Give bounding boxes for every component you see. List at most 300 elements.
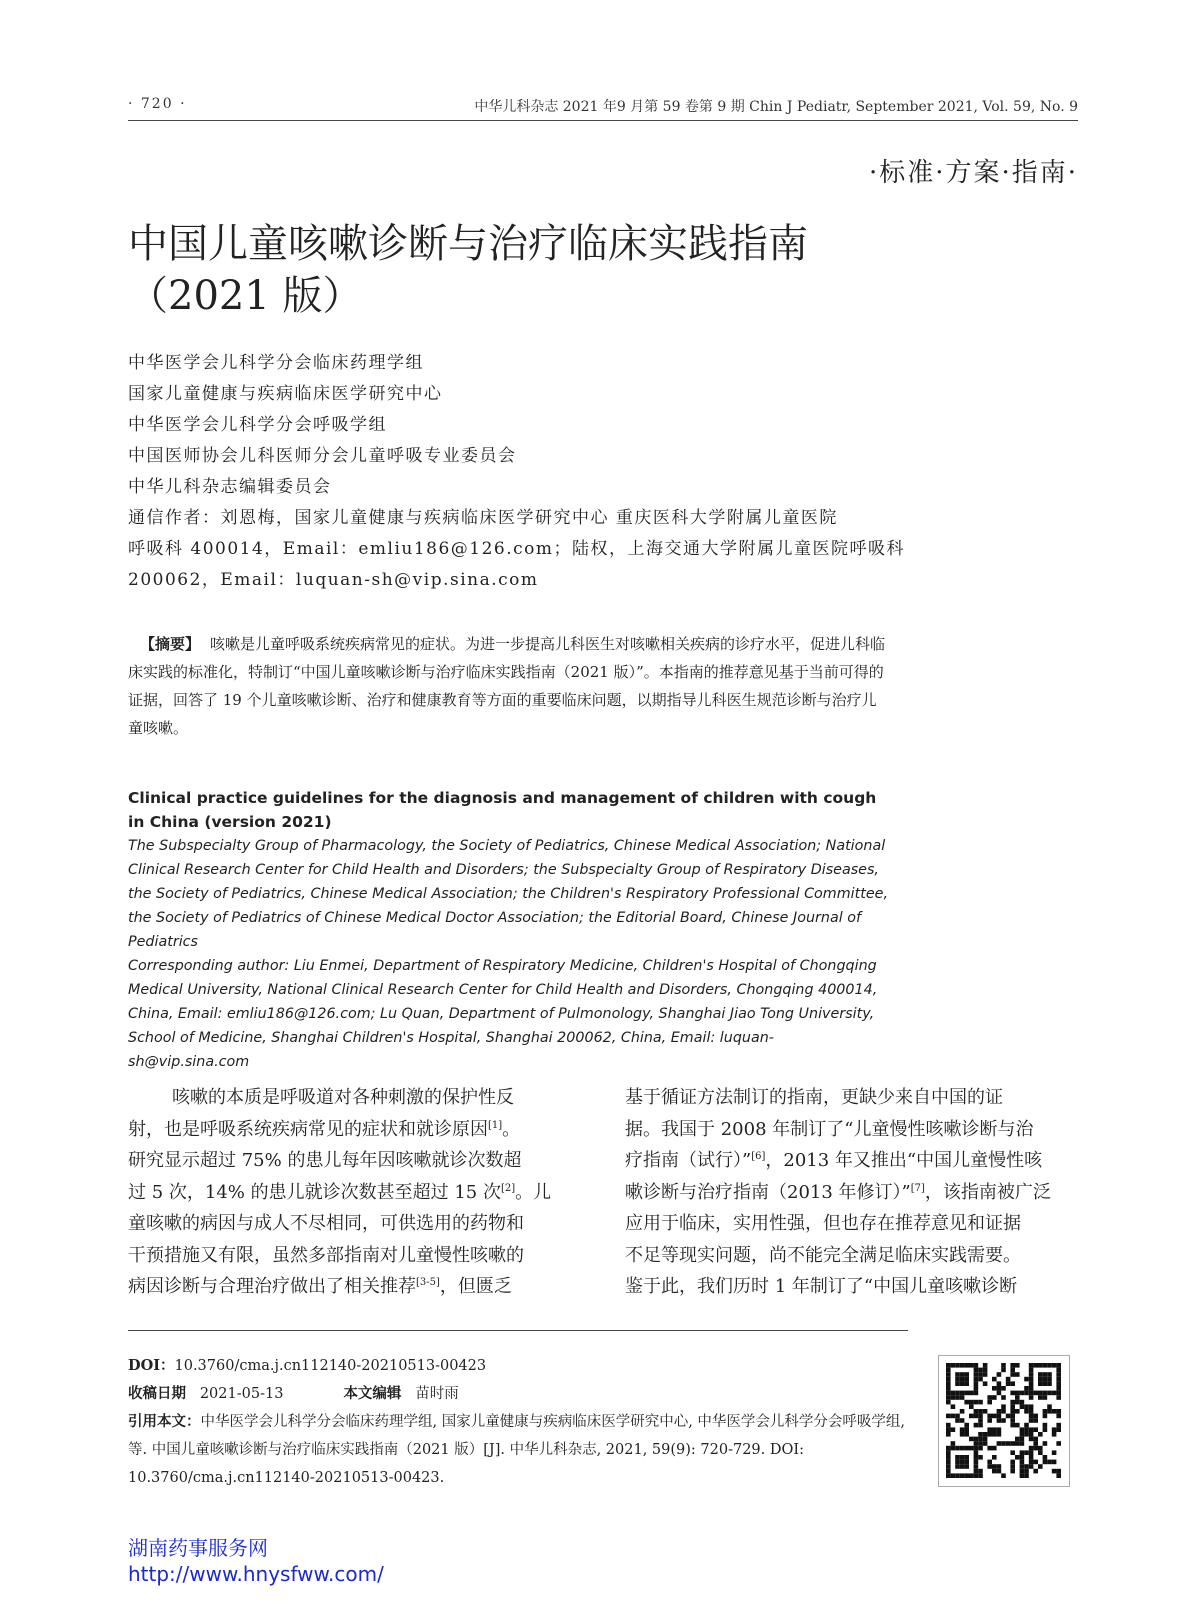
qr-module <box>964 1446 969 1451</box>
corresponding-line: 200062，Email：luquan-sh@vip.sina.com <box>128 570 539 590</box>
author-line: 国家儿童健康与疾病临床医学研究中心 <box>128 384 443 404</box>
qr-module <box>960 1460 965 1465</box>
qr-module <box>1029 1372 1034 1377</box>
qr-module <box>960 1464 965 1469</box>
qr-module <box>1024 1423 1029 1428</box>
author-line: 中华医学会儿科学分会呼吸学组 <box>128 415 387 435</box>
qr-module <box>1029 1391 1034 1396</box>
qr-module <box>974 1414 979 1419</box>
qr-module <box>1029 1432 1034 1437</box>
abstract-chinese <box>128 630 888 742</box>
qr-module <box>960 1427 965 1432</box>
body-text: 。儿 <box>515 1181 552 1203</box>
qr-module <box>946 1446 951 1451</box>
qr-module <box>1038 1363 1043 1368</box>
qr-module <box>987 1418 992 1423</box>
qr-module <box>1033 1363 1038 1368</box>
qr-module <box>960 1432 965 1437</box>
citation-line <box>128 1408 918 1492</box>
qr-module <box>1052 1469 1057 1474</box>
qr-module <box>1015 1400 1020 1405</box>
qr-module <box>997 1414 1002 1419</box>
qr-module <box>1043 1460 1048 1465</box>
qr-module <box>1047 1404 1052 1409</box>
qr-module <box>1010 1381 1015 1386</box>
english-abstract-block <box>128 786 888 1074</box>
qr-module <box>1015 1363 1020 1368</box>
qr-module <box>1056 1469 1061 1474</box>
body-text-line <box>128 1177 570 1209</box>
qr-module <box>955 1414 960 1419</box>
qr-module <box>946 1464 951 1469</box>
author-list <box>128 348 906 596</box>
qr-module <box>946 1423 951 1428</box>
qr-module <box>1043 1455 1048 1460</box>
qr-module <box>992 1386 997 1391</box>
qr-module <box>1020 1400 1025 1405</box>
qr-module <box>964 1391 969 1396</box>
abstract-label: 【摘要】 <box>140 635 201 653</box>
qr-module <box>955 1391 960 1396</box>
qr-module <box>964 1377 969 1382</box>
qr-module <box>1015 1395 1020 1400</box>
qr-module <box>1043 1414 1048 1419</box>
qr-module <box>969 1391 974 1396</box>
body-text: 研究显示超过 75% 的患儿每年因咳嗽就诊次数超 <box>128 1150 522 1171</box>
qr-module <box>946 1368 951 1373</box>
qr-module <box>1038 1464 1043 1469</box>
qr-module <box>1029 1377 1034 1382</box>
received-label: 收稿日期 <box>128 1385 186 1402</box>
qr-module <box>974 1464 979 1469</box>
qr-module <box>992 1395 997 1400</box>
qr-module <box>1020 1391 1025 1396</box>
body-text-line <box>625 1271 1067 1303</box>
qr-module <box>964 1464 969 1469</box>
qr-module <box>1043 1391 1048 1396</box>
received-line <box>128 1380 918 1408</box>
qr-module <box>987 1446 992 1451</box>
qr-module <box>1056 1391 1061 1396</box>
body-text-line <box>128 1082 570 1114</box>
qr-module <box>1052 1391 1057 1396</box>
qr-module <box>1020 1455 1025 1460</box>
qr-module <box>987 1395 992 1400</box>
qr-module <box>997 1391 1002 1396</box>
qr-module <box>978 1400 983 1405</box>
qr-module <box>960 1391 965 1396</box>
qr-module <box>1001 1386 1006 1391</box>
qr-module <box>978 1418 983 1423</box>
qr-module <box>951 1446 956 1451</box>
qr-module <box>1056 1414 1061 1419</box>
qr-module <box>1029 1404 1034 1409</box>
qr-module <box>983 1381 988 1386</box>
qr-code-graphic <box>939 1356 1069 1486</box>
qr-module <box>1038 1372 1043 1377</box>
qr-module <box>974 1423 979 1428</box>
qr-module <box>1056 1377 1061 1382</box>
qr-module <box>946 1473 951 1478</box>
qr-module <box>992 1446 997 1451</box>
qr-module <box>1015 1437 1020 1442</box>
qr-module <box>978 1409 983 1414</box>
qr-module <box>1038 1450 1043 1455</box>
qr-module <box>1029 1363 1034 1368</box>
qr-module <box>983 1432 988 1437</box>
qr-module <box>1029 1427 1034 1432</box>
body-text-line <box>128 1145 570 1177</box>
qr-module <box>997 1386 1002 1391</box>
author-line: 中华儿科杂志编辑委员会 <box>128 477 332 497</box>
body-text-line <box>625 1177 1067 1209</box>
qr-module <box>964 1455 969 1460</box>
qr-module <box>1015 1455 1020 1460</box>
body-text: 干预措施又有限，虽然多部指南对儿童慢性咳嗽的 <box>128 1244 524 1266</box>
body-text-line <box>625 1145 1067 1177</box>
qr-module <box>964 1460 969 1465</box>
qr-module <box>1029 1414 1034 1419</box>
qr-module <box>1001 1441 1006 1446</box>
qr-module <box>946 1414 951 1419</box>
qr-module <box>1024 1391 1029 1396</box>
editor-name: 苗时雨 <box>415 1386 459 1402</box>
qr-module <box>978 1377 983 1382</box>
qr-module <box>1029 1381 1034 1386</box>
qr-module <box>997 1427 1002 1432</box>
qr-module <box>946 1381 951 1386</box>
qr-module <box>955 1377 960 1382</box>
qr-module <box>978 1432 983 1437</box>
qr-module <box>1020 1473 1025 1478</box>
qr-module <box>992 1469 997 1474</box>
qr-module <box>992 1414 997 1419</box>
qr-module <box>978 1441 983 1446</box>
qr-module <box>1047 1381 1052 1386</box>
qr-module <box>1038 1395 1043 1400</box>
qr-module <box>992 1377 997 1382</box>
qr-module <box>1024 1427 1029 1432</box>
body-text: 疗指南（试行）” <box>625 1150 752 1171</box>
qr-module <box>1029 1455 1034 1460</box>
qr-module <box>960 1372 965 1377</box>
qr-module <box>997 1464 1002 1469</box>
qr-module <box>1029 1395 1034 1400</box>
qr-module <box>946 1400 951 1405</box>
qr-module <box>978 1446 983 1451</box>
watermark-url: http://www.hnysfww.com/ <box>128 1562 384 1586</box>
qr-module <box>1056 1372 1061 1377</box>
qr-module <box>960 1446 965 1451</box>
qr-module <box>1047 1391 1052 1396</box>
qr-module <box>1033 1391 1038 1396</box>
citation-marker: [7] <box>910 1182 925 1194</box>
qr-module <box>1043 1427 1048 1432</box>
qr-module <box>1047 1372 1052 1377</box>
title-line-1: 中国儿童咳嗽诊断与治疗临床实践指南 <box>128 221 808 267</box>
qr-module <box>1033 1469 1038 1474</box>
qr-module <box>1033 1427 1038 1432</box>
qr-module <box>969 1446 974 1451</box>
qr-module <box>1043 1441 1048 1446</box>
qr-module <box>1010 1372 1015 1377</box>
corresponding-line: 通信作者：刘恩梅，国家儿童健康与疾病临床医学研究中心 重庆医科大学附属儿童医院 <box>128 508 838 528</box>
qr-module <box>974 1446 979 1451</box>
body-text: 基于循证方法制订的指南，更缺少来自中国的证 <box>625 1087 1003 1108</box>
body-text: ，但匮乏 <box>439 1276 512 1297</box>
qr-module <box>946 1469 951 1474</box>
qr-module <box>974 1386 979 1391</box>
qr-module <box>978 1473 983 1478</box>
body-text: 嗽诊断与治疗指南（2013 年修订）” <box>625 1181 911 1203</box>
qr-module <box>955 1381 960 1386</box>
qr-module <box>1043 1372 1048 1377</box>
qr-module <box>978 1368 983 1373</box>
title-line-2: （2021 版） <box>128 273 363 319</box>
qr-module <box>960 1473 965 1478</box>
author-line: 中国医师协会儿科医师分会儿童呼吸专业委员会 <box>128 446 517 466</box>
english-title: Clinical practice guidelines for the diagnosis and management of children with cough in China (version 2021) <box>128 789 877 831</box>
qr-module <box>1043 1395 1048 1400</box>
qr-module <box>969 1437 974 1442</box>
qr-module <box>969 1400 974 1405</box>
body-text-line <box>128 1114 570 1146</box>
body-text-line <box>625 1082 1067 1114</box>
qr-module <box>974 1363 979 1368</box>
qr-module <box>997 1409 1002 1414</box>
qr-module <box>987 1460 992 1465</box>
qr-module <box>964 1372 969 1377</box>
footer-divider <box>128 1330 908 1331</box>
body-text: 童咳嗽的病因与成人不尽相同，可供选用的药物和 <box>128 1213 524 1234</box>
qr-module <box>1010 1460 1015 1465</box>
citation-marker: [6] <box>751 1151 766 1162</box>
doi-label: DOI： <box>128 1357 175 1374</box>
qr-module <box>1056 1473 1061 1478</box>
qr-module <box>1010 1391 1015 1396</box>
qr-module <box>955 1473 960 1478</box>
qr-module <box>978 1469 983 1474</box>
qr-module <box>1038 1381 1043 1386</box>
qr-module <box>997 1381 1002 1386</box>
english-affiliations: The Subspecialty Group of Pharmacology, the Society of Pediatrics, Chinese Medical Association; National Clinical Research Center for Child Health and Disorders; the Subspecialty Group of Respiratory Diseases, the Society of Pediatrics, Chinese Medical Association; the Children's Respiratory Professional Committee, the Society of Pediatrics of Chinese Medical Doctor Association; the Editorial Board, Chinese Journal of Pediatrics <box>128 838 888 950</box>
qr-module <box>960 1409 965 1414</box>
qr-module <box>974 1409 979 1414</box>
qr-module <box>1052 1363 1057 1368</box>
qr-module <box>997 1469 1002 1474</box>
qr-module <box>960 1363 965 1368</box>
qr-module <box>992 1455 997 1460</box>
qr-module <box>1033 1460 1038 1465</box>
qr-module <box>1052 1432 1057 1437</box>
citation-marker: [3-5] <box>416 1277 440 1288</box>
body-text-line <box>128 1271 570 1303</box>
qr-module <box>1006 1377 1011 1382</box>
body-text-line <box>128 1208 570 1240</box>
qr-module <box>1015 1423 1020 1428</box>
body-text: 据。我国于 2008 年制订了“儿童慢性咳嗽诊断与治 <box>625 1118 1034 1140</box>
article-title <box>128 218 808 322</box>
qr-module <box>992 1432 997 1437</box>
qr-module <box>946 1391 951 1396</box>
qr-module <box>1047 1377 1052 1382</box>
running-header <box>128 96 1078 121</box>
qr-module <box>1033 1441 1038 1446</box>
author-line: 中华医学会儿科学分会临床药理学组 <box>128 353 424 373</box>
qr-module <box>1020 1441 1025 1446</box>
qr-module <box>1024 1469 1029 1474</box>
qr-module <box>1010 1423 1015 1428</box>
qr-module <box>946 1386 951 1391</box>
qr-module <box>1029 1437 1034 1442</box>
qr-module <box>1043 1363 1048 1368</box>
qr-module <box>987 1427 992 1432</box>
qr-module <box>997 1432 1002 1437</box>
qr-module <box>1029 1386 1034 1391</box>
qr-module <box>1029 1464 1034 1469</box>
qr-module <box>1056 1363 1061 1368</box>
qr-module <box>974 1381 979 1386</box>
qr-module <box>1056 1381 1061 1386</box>
qr-module <box>960 1377 965 1382</box>
qr-module <box>997 1418 1002 1423</box>
qr-module <box>960 1395 965 1400</box>
page-number: · 720 · <box>128 96 187 112</box>
body-text: 不足等现实问题，尚不能完全满足临床实践需要。 <box>625 1244 1021 1266</box>
qr-code-image <box>938 1355 1070 1487</box>
qr-module <box>1015 1391 1020 1396</box>
qr-module <box>1056 1441 1061 1446</box>
qr-module <box>1001 1363 1006 1368</box>
qr-module <box>955 1363 960 1368</box>
qr-module <box>1006 1381 1011 1386</box>
qr-module <box>974 1469 979 1474</box>
qr-module <box>974 1400 979 1405</box>
qr-module <box>978 1437 983 1442</box>
citation-label: 引用本文： <box>128 1413 201 1430</box>
qr-module <box>1033 1418 1038 1423</box>
qr-module <box>1024 1473 1029 1478</box>
qr-module <box>964 1400 969 1405</box>
qr-module <box>974 1377 979 1382</box>
qr-module <box>983 1363 988 1368</box>
qr-module <box>955 1372 960 1377</box>
qr-module <box>1056 1427 1061 1432</box>
qr-module <box>1024 1377 1029 1382</box>
qr-module <box>946 1372 951 1377</box>
qr-module <box>983 1441 988 1446</box>
qr-module <box>946 1450 951 1455</box>
qr-module <box>1056 1409 1061 1414</box>
qr-module <box>1029 1446 1034 1451</box>
corresponding-line: 呼吸科 400014，Email：emliu186@126.com；陆权，上海交通大学附属儿童医院呼吸科 <box>128 539 906 559</box>
qr-module <box>1020 1427 1025 1432</box>
qr-module <box>951 1404 956 1409</box>
qr-module <box>1020 1404 1025 1409</box>
body-text-line <box>625 1114 1067 1146</box>
qr-module <box>1024 1450 1029 1455</box>
body-text: 射，也是呼吸系统疾病常见的症状和就诊原因 <box>128 1118 488 1140</box>
qr-module <box>964 1427 969 1432</box>
qr-module <box>1024 1404 1029 1409</box>
qr-module <box>1043 1381 1048 1386</box>
qr-module <box>946 1460 951 1465</box>
qr-module <box>951 1363 956 1368</box>
qr-module <box>1052 1460 1057 1465</box>
qr-module <box>1024 1432 1029 1437</box>
qr-module <box>1029 1368 1034 1373</box>
qr-module <box>987 1464 992 1469</box>
qr-module <box>951 1441 956 1446</box>
qr-module <box>1001 1473 1006 1478</box>
qr-module <box>1029 1409 1034 1414</box>
qr-module <box>978 1414 983 1419</box>
editor-label: 本文编辑 <box>343 1385 402 1402</box>
qr-module <box>1001 1368 1006 1373</box>
qr-module <box>992 1427 997 1432</box>
qr-module <box>1020 1460 1025 1465</box>
qr-module <box>955 1464 960 1469</box>
body-column-left <box>128 1082 570 1303</box>
qr-module <box>946 1455 951 1460</box>
qr-module <box>1052 1409 1057 1414</box>
qr-module <box>1010 1400 1015 1405</box>
qr-module <box>1010 1469 1015 1474</box>
qr-module <box>978 1455 983 1460</box>
qr-module <box>987 1414 992 1419</box>
qr-module <box>955 1460 960 1465</box>
qr-module <box>964 1363 969 1368</box>
qr-module <box>1056 1368 1061 1373</box>
journal-reference: 中华儿科杂志 2021 年9 月第 59 卷第 9 期 Chin J Pediatr, September 2021, Vol. 59, No. 9 <box>474 99 1078 115</box>
qr-module <box>946 1377 951 1382</box>
qr-module <box>978 1423 983 1428</box>
qr-module <box>1033 1437 1038 1442</box>
qr-module <box>1001 1418 1006 1423</box>
qr-module <box>1038 1377 1043 1382</box>
body-text: 应用于临床，实用性强，但也存在推荐意见和证据 <box>625 1213 1021 1234</box>
abstract-text: 咳嗽是儿童呼吸系统疾病常见的症状。为进一步提高儿科医生对咳嗽相关疾病的诊疗水平，促进儿科临床实践的标准化，特制订“中国儿童咳嗽诊断与治疗临床实践指南（2021 版）”。本指南的推荐意见基于当前可得的证据，回答了 19 个儿童咳嗽诊断、治疗和健康教育等方面的重要临床问题，以期指导儿科医生规范诊断与治疗儿童咳嗽。 <box>128 635 886 737</box>
qr-module <box>1029 1418 1034 1423</box>
qr-module <box>1043 1409 1048 1414</box>
qr-module <box>955 1395 960 1400</box>
qr-module <box>1001 1409 1006 1414</box>
qr-module <box>1020 1437 1025 1442</box>
qr-module <box>951 1414 956 1419</box>
qr-module <box>1047 1363 1052 1368</box>
qr-module <box>969 1473 974 1478</box>
qr-module <box>1029 1450 1034 1455</box>
qr-module <box>960 1381 965 1386</box>
citation-marker: [2] <box>500 1182 516 1194</box>
qr-module <box>974 1372 979 1377</box>
article-metadata <box>128 1352 918 1492</box>
qr-module <box>978 1372 983 1377</box>
qr-module <box>1020 1450 1025 1455</box>
body-text: 。 <box>502 1118 521 1140</box>
qr-module <box>974 1473 979 1478</box>
qr-module <box>1010 1450 1015 1455</box>
qr-module <box>1024 1409 1029 1414</box>
qr-module <box>1038 1432 1043 1437</box>
qr-module <box>1010 1409 1015 1414</box>
qr-module <box>1010 1464 1015 1469</box>
qr-module <box>992 1464 997 1469</box>
qr-module <box>951 1391 956 1396</box>
qr-module <box>1056 1423 1061 1428</box>
body-text: 病因诊断与合理治疗做出了相关推荐 <box>128 1276 416 1297</box>
english-corresponding: Corresponding author: Liu Enmei, Department of Respiratory Medicine, Children's Hospital of Chongqing Medical University, National Clinical Research Center for Child Health and Disorders, Chongqing 400014, China, Email: emliu186@126.com; Lu Quan, Department of Pulmonology, Shanghai Jiao Tong University, School of Medicine, Shanghai Children's Hospital, Shanghai 200062, China, Email: luquan-sh@vip.sina.com <box>128 958 878 1070</box>
